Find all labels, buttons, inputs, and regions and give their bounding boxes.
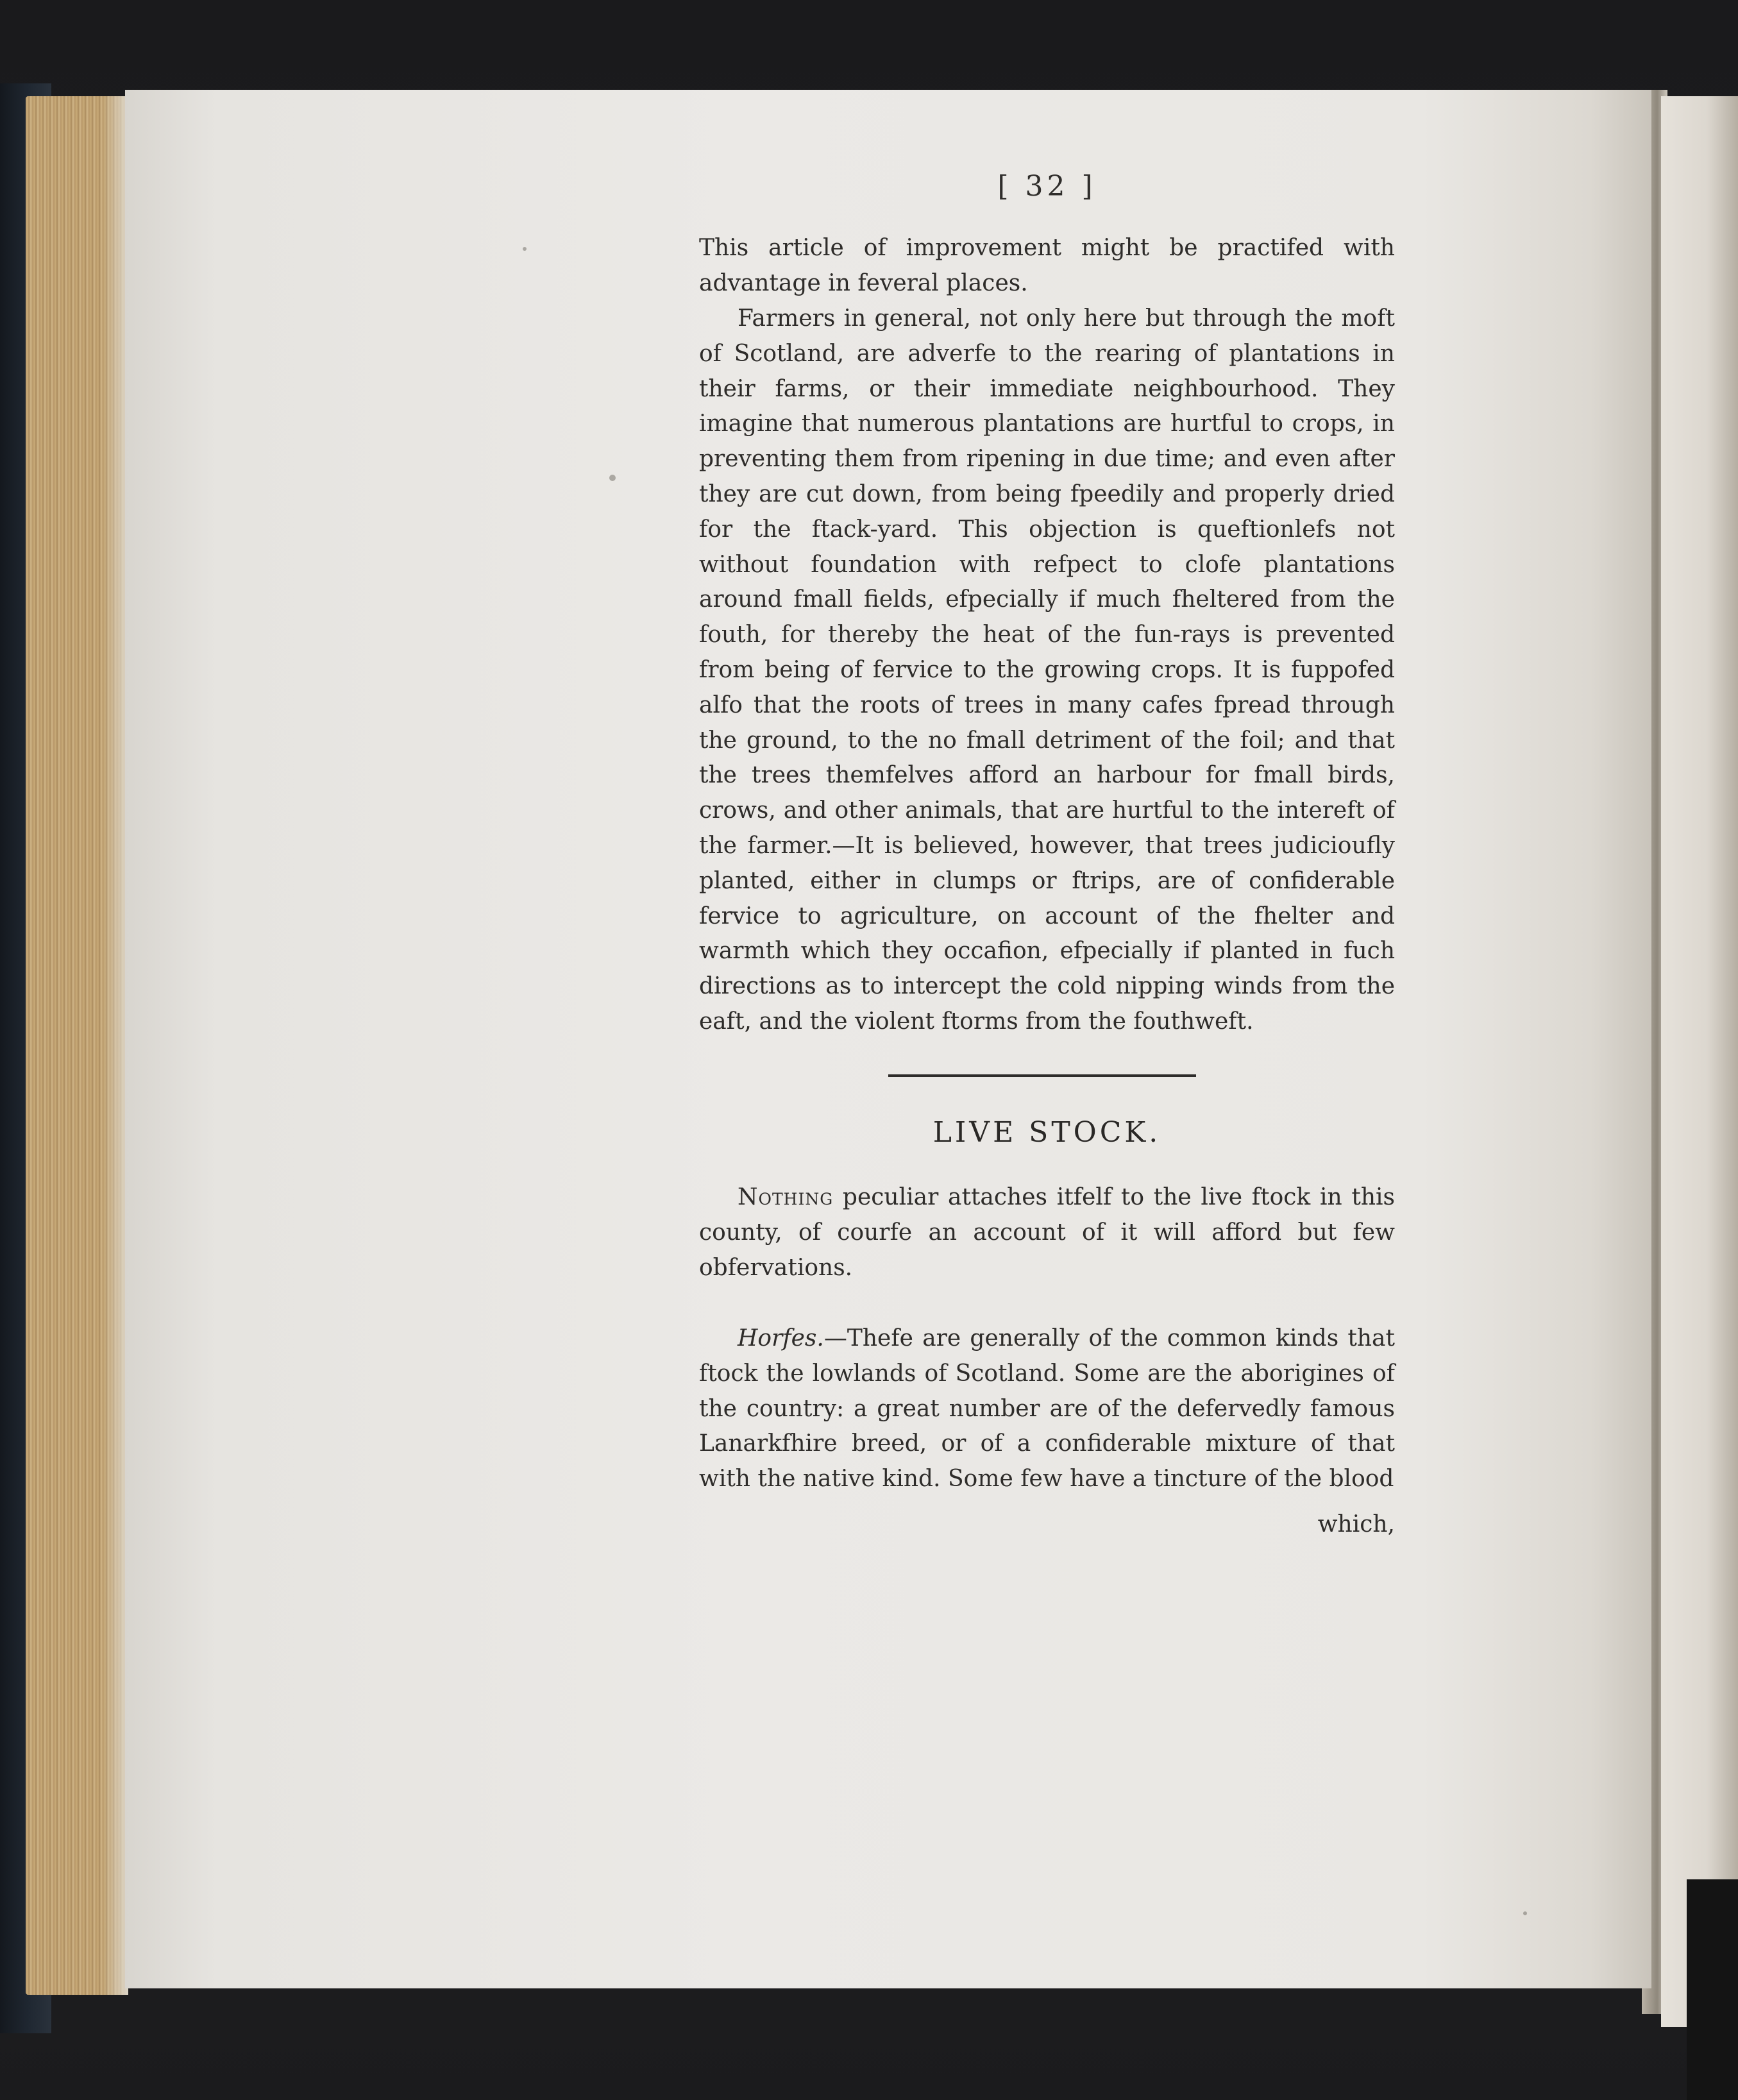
paragraph-horses [699, 1321, 1395, 1497]
paragraph-plantations: Farmers in general, not only here but through the moft of Scotland, are adverfe to the rearing of plantations in their farms, or their immediate neighbourhood. They imagine that numerous plantations are hurtful to crops, in preventing them from ripening in due time; and even after they are cut down, from being fpeedily and properly dried for the ftack-yard. This objection is queftionlefs not without foundation with refpect to clofe plantations around fmall fields, efpecially if much fheltered from the fouth, for thereby the heat of the fun-rays is prevented from being of fervice to the growing crops. It is fuppofed alfo that the roots of trees in many cafes fpread through the ground, to the no fmall detriment of the foil; and that the trees themfelves afford an harbour for fmall birds, crows, and other animals, that are hurtful to the intereft of the farmer.—It is believed, however, that trees judicioufly planted, either in clumps or ftrips, are of confiderable fervice to agriculture, on account of the fhelter and warmth which they occafion, efpecially if planted in fuch directions as to intercept the cold nipping winds from the eaft, and the violent ftorms from the fouthweft. [699, 305, 1395, 1035]
section-heading-live-stock: LIVE STOCK. [932, 1116, 1161, 1149]
catchword: which, [1317, 1511, 1395, 1537]
page-speck [609, 475, 616, 481]
paragraph-live-stock-intro [699, 1180, 1395, 1285]
page-speck [1523, 1911, 1527, 1915]
horses-text: —Thefe are generally of the common kinds that ftock the lowlands of Scotland. Some are the aborigines of the country: a great number are of the defervedly famous Lanarkfhire breed, or of a confiderable mixture of that with the native kind. Some few have a tincture of the blood [699, 1325, 1395, 1493]
page-number: [ 32 ] [997, 170, 1097, 203]
intro-text: peculiar attaches itfelf to the live ftock in this county, of courfe an account of it will afford but few obfervations. [699, 1184, 1395, 1281]
intro-lead-word: Nothing [738, 1184, 834, 1210]
facing-page-edge [1661, 96, 1738, 2027]
paragraph-practised: This article of improvement might be practifed with advantage in feveral places. [699, 235, 1395, 296]
page-edges [26, 96, 128, 1995]
horses-lead-word: Horfes. [738, 1325, 824, 1351]
section-divider [888, 1074, 1196, 1077]
page-speck [523, 247, 527, 251]
book-binding-right [1687, 1879, 1738, 2100]
